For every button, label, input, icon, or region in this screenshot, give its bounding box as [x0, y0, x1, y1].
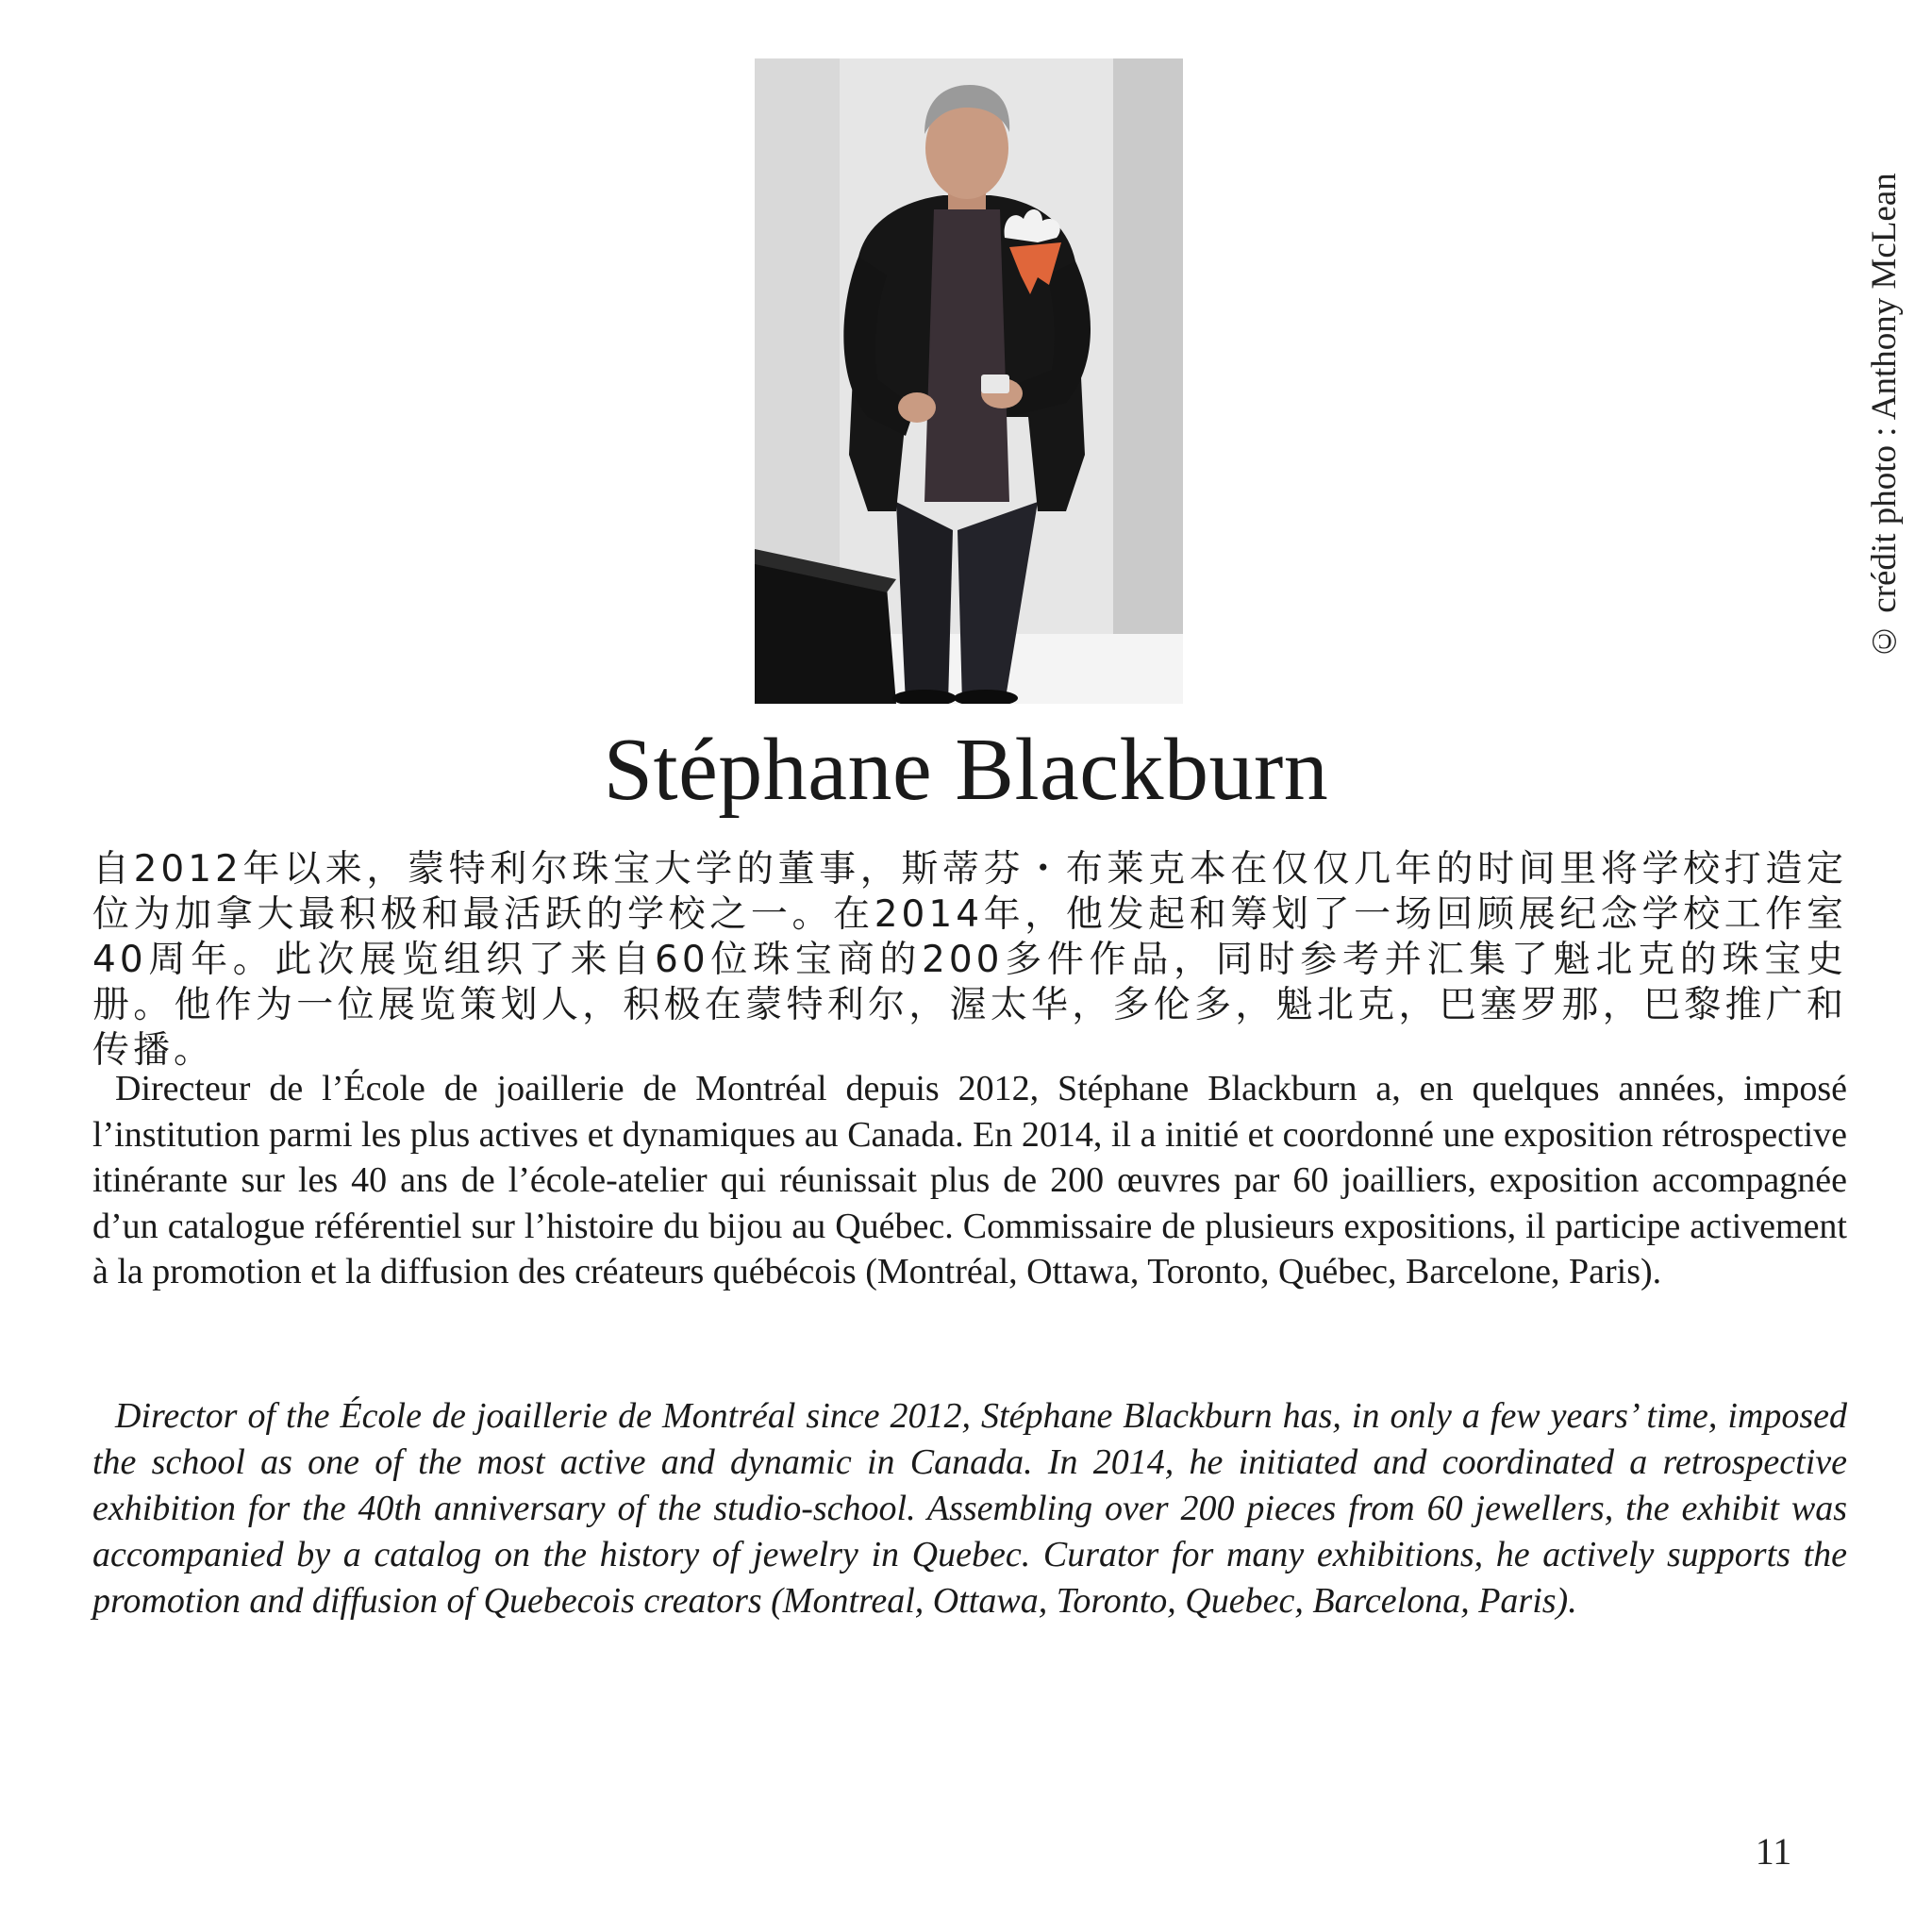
paragraph-chinese: 自2012年以来，蒙特利尔珠宝大学的董事，斯蒂芬・布莱克本在仅仅几年的时间里将学校打造定位为加拿大最积极和最活跃的学校之一。在2014年，他发起和筹划了一场回顾展纪念学校工作室40周年。此次展览组织了来自60位珠宝商的200多件作品，同时参考并汇集了魁北克的珠宝史册。他作为一位展览策划人，积极在蒙特利尔，渥太华，多伦多，魁北克，巴塞罗那，巴黎推广和传播。 [92, 848, 1847, 1072]
paragraph-english: Director of the École de joaillerie de Montréal since 2012, Stéphane Blackburn has, in only a few years’ time, imposed the school as one of the most active and dynamic in Canada. In 2014, he initiated and coordinated a retrospective exhibition for the 40th anniversary of the studio-school. Assembling over 200 pieces from 60 jewellers, the exhibit was accompanied by a catalog on the history of jewelry in Quebec. Curator for many exhibitions, he actively supports the promotion and diffusion of Quebecois creators (Montreal, Ottawa, Toronto, Quebec, Barcelona, Paris). [92, 1396, 1847, 1621]
portrait-photo [755, 58, 1183, 704]
portrait-illustration [755, 58, 1183, 704]
photo-credit: © crédit photo : Anthony McLean [1865, 173, 1904, 660]
page-number: 11 [1755, 1830, 1792, 1873]
paragraph-french: Directeur de l’École de joaillerie de Montréal depuis 2012, Stéphane Blackburn a, en quelques années, imposé l’institution parmi les plus actives et dynamiques au Canada. En 2014, il a initié et coordonné une exposition rétrospective itinérante sur les 40 ans de l’école-atelier qui réunissait plus de 200 œuvres par 60 joailliers, exposition accompagnée d’un catalogue référentiel sur l’histoire du bijou au Québec. Commissaire de plusieurs expositions, il participe activement à la promotion et la diffusion des créateurs québécois (Montréal, Ottawa, Toronto, Québec, Barcelone, Paris). [92, 1069, 1847, 1291]
page-title: Stéphane Blackburn [603, 721, 1329, 819]
